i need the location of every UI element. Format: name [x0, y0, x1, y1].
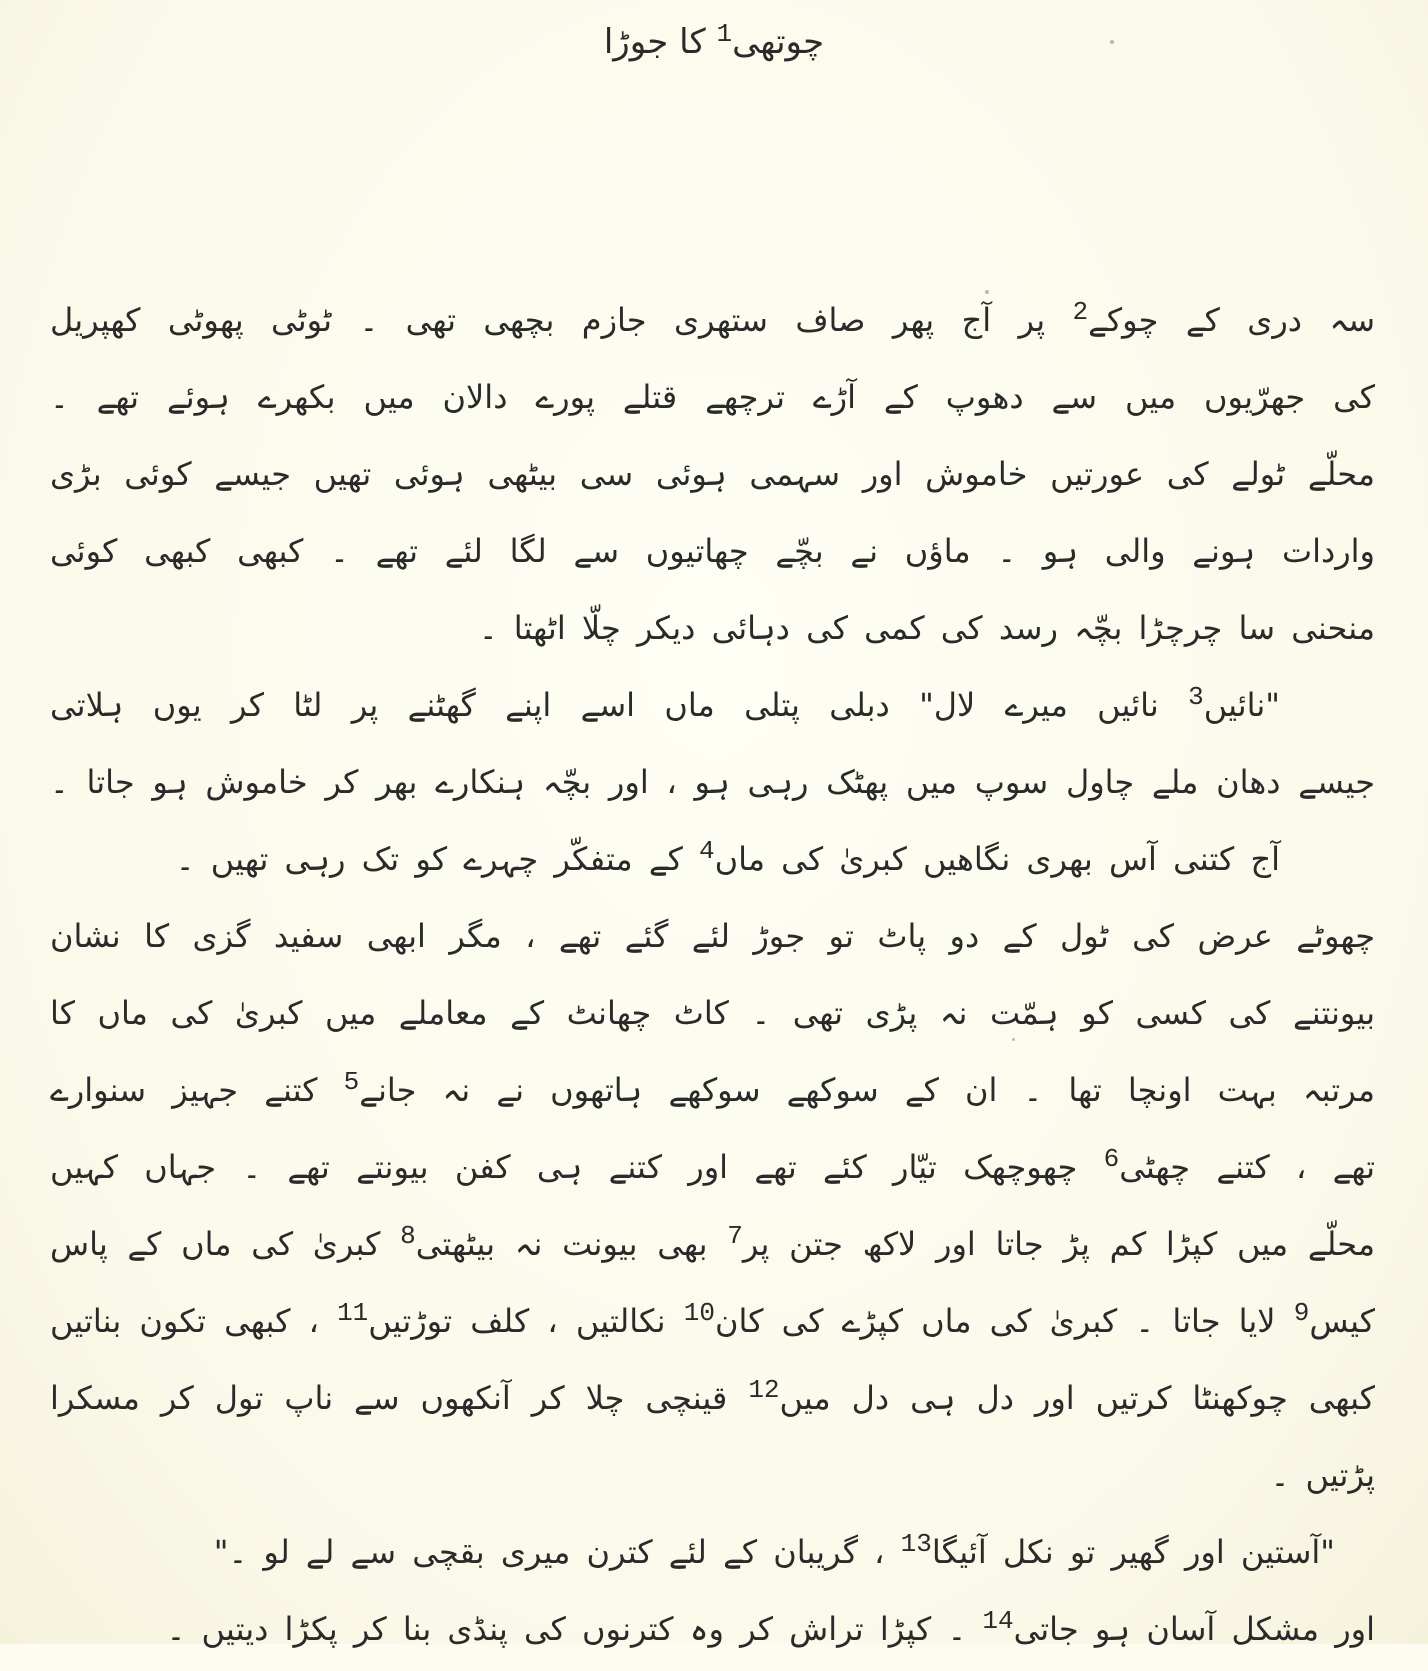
- text-segment: کی جھرّیوں میں سے دھوپ کے آڑے ترچھے قتلے پورے دالان میں بکھرے ہوئے تھے ۔: [50, 378, 1375, 416]
- text-segment: نکالتیں ، کلف توڑتیں: [368, 1302, 684, 1340]
- text-segment: "آستین اور گھیر تو نکل آئیگا: [931, 1533, 1335, 1571]
- text-segment: مرتبہ بہت اونچا تھا ۔ ان کے سوکھے سوکھے ہاتھوں نے نہ جانے: [359, 1071, 1375, 1109]
- text-line: [50, 1594, 1375, 1671]
- text-segment: کتنے جہیز سنوارے: [50, 1071, 344, 1109]
- text-segment: پڑتیں ۔: [1270, 1456, 1375, 1494]
- text-line: [50, 747, 1375, 824]
- footnote-marker: 4: [699, 836, 715, 866]
- text-line: [50, 516, 1375, 593]
- text-line: [50, 901, 1375, 978]
- text-segment: تھے ، کتنے چھٹی: [1119, 1148, 1375, 1186]
- footnote-marker: 12: [748, 1375, 780, 1405]
- text-segment: کبریٰ کی ماں کے پاس: [50, 1225, 401, 1263]
- text-segment: بھی بیونت نہ بیٹھتی: [415, 1225, 728, 1263]
- footnote-marker: 1: [716, 19, 733, 49]
- story-body: [50, 285, 1375, 1671]
- footnote-marker: 7: [727, 1221, 743, 1251]
- footnote-marker: 8: [400, 1221, 416, 1251]
- text-line: [50, 978, 1375, 1055]
- footnote-marker: 14: [982, 1606, 1014, 1636]
- text-segment: واردات ہونے والی ہو ۔ ماؤں نے بچّے چھاتیوں سے لگا لئے تھے ۔ کبھی کبھی کوئی: [50, 532, 1375, 570]
- text-segment: محلّے ٹولے کی عورتیں خاموش اور سہمی ہوئی سی بیٹھی ہوئی تھیں جیسے کوئی بڑی: [50, 455, 1375, 493]
- text-line: [50, 593, 1375, 670]
- document-title: [0, 19, 1428, 62]
- text-line: [50, 824, 1375, 901]
- text-line: [50, 285, 1375, 362]
- text-segment: ، گریبان کے لئے کترن میری بقچی سے لے لو ۔": [213, 1533, 901, 1571]
- paper-speck: [1012, 1038, 1015, 1041]
- text-segment: ۔ کپڑا تراش کر وہ کترنوں کی پنڈی بنا کر پکڑا دیتیں ۔: [166, 1610, 983, 1648]
- text-segment: پر آج پھر صاف ستھری جازم بچھی تھی ۔ ٹوٹی پھوٹی کھپریل: [50, 301, 1073, 339]
- title-text-before: چوتھی: [732, 22, 825, 62]
- text-segment: جیسے دھان ملے چاول سوپ میں پھٹک رہی ہو ، اور بچّہ ہنکارے بھر کر خاموش ہو جاتا ۔: [50, 763, 1375, 801]
- text-segment: چھوٹے عرض کی ٹول کے دو پاٹ تو جوڑ لئے گئے تھے ، مگر ابھی سفید گزی کا نشان: [50, 917, 1375, 955]
- text-line: [50, 1132, 1375, 1209]
- footnote-marker: 9: [1293, 1298, 1310, 1328]
- text-line: [50, 1286, 1375, 1363]
- text-segment: ، کبھی تکون بناتیں: [50, 1302, 338, 1340]
- footnote-marker: 5: [343, 1067, 360, 1097]
- footnote-marker: 13: [900, 1529, 932, 1559]
- text-line: [50, 1517, 1375, 1594]
- text-segment: کے متفکّر چہرے کو تک رہی تھیں ۔: [175, 840, 699, 878]
- text-segment: آج کتنی آس بھری نگاھیں کبریٰ کی ماں: [714, 840, 1280, 878]
- text-line: [50, 1055, 1375, 1132]
- text-segment: بیونتنے کی کسی کو ہمّت نہ پڑی تھی ۔ کاٹ چھانٹ کے معاملے میں کبریٰ کی ماں کا: [50, 994, 1375, 1032]
- text-line: [50, 1440, 1375, 1517]
- paper-speck: [985, 290, 989, 294]
- footnote-marker: 10: [683, 1298, 715, 1328]
- text-segment: محلّے میں کپڑا کم پڑ جاتا اور لاکھ جتن پر: [742, 1225, 1375, 1263]
- footnote-marker: 11: [337, 1298, 369, 1328]
- text-line: [50, 670, 1375, 747]
- text-segment: لایا جاتا ۔ کبریٰ کی ماں کپڑے کی کان: [714, 1302, 1294, 1340]
- text-segment: قینچی چلا کر آنکھوں سے ناپ تول کر مسکرا: [50, 1379, 749, 1417]
- footnote-marker: 6: [1103, 1144, 1120, 1174]
- paper-speck: [1110, 40, 1114, 44]
- text-segment: "نائیں: [1203, 686, 1280, 724]
- text-segment: چھوچھک تیّار کئے تھے اور کتنے ہی کفن بیونتے تھے ۔ جہاں کہیں: [50, 1148, 1104, 1186]
- title-text-after: کا جوڑا: [603, 22, 706, 62]
- text-line: [50, 1209, 1375, 1286]
- text-segment: منحنی سا چرچڑا بچّہ رسد کی کمی کی دہائی دیکر چلّا اٹھتا ۔: [478, 609, 1375, 647]
- text-segment: نائیں میرے لال" دبلی پتلی ماں اسے اپنے گھٹنے پر لٹا کر یوں ہلاتی: [50, 686, 1189, 724]
- text-segment: اور مشکل آسان ہو جاتی: [1013, 1610, 1375, 1648]
- text-line: [50, 362, 1375, 439]
- footnote-marker: 3: [1188, 682, 1204, 712]
- text-line: [50, 1363, 1375, 1440]
- text-segment: سہ دری کے چوکے: [1088, 301, 1375, 339]
- text-line: [50, 439, 1375, 516]
- text-segment: کیس: [1309, 1302, 1375, 1340]
- footnote-marker: 2: [1072, 297, 1089, 327]
- text-segment: کبھی چوکھنٹا کرتیں اور دل ہی دل میں: [779, 1379, 1375, 1417]
